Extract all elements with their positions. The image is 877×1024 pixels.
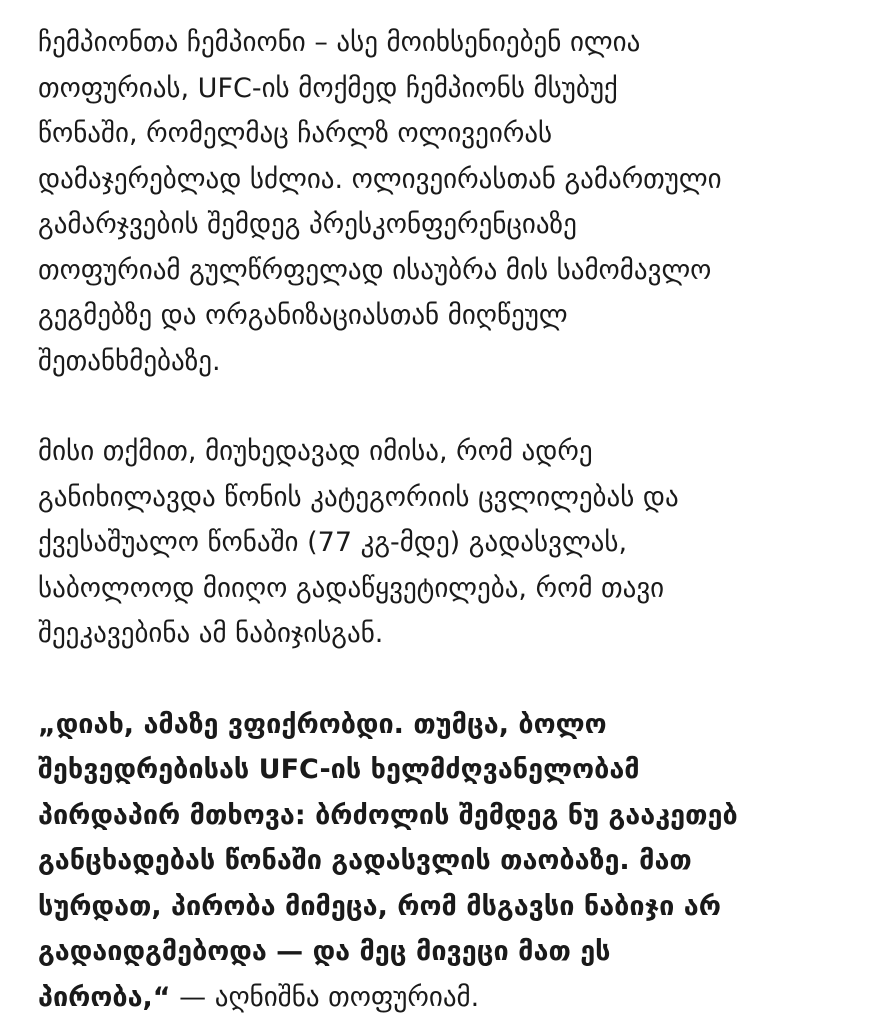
quote-line: განცხადებას წონაში გადასვლის თაობაზე. მათ [38, 845, 692, 876]
quote-line: სურდათ, პირობა მიმეცა, რომ მსგავსი ნაბიჯი არ [38, 890, 721, 922]
text-line: ქვესაშუალო წონაში (77 კგ-მდე) გადასვლას, [38, 527, 628, 558]
text-line: შეეკავებინა ამ ნაბიჯისგან. [38, 618, 384, 649]
quote-last-line [38, 975, 843, 1021]
text-line: შეთანხმებაზე. [38, 345, 221, 377]
text-line: მისი თქმით, მიუხედავად იმისა, რომ ადრე [38, 436, 593, 467]
quote-line: „დიახ, ამაზე ვფიქრობდი. თუმცა, ბოლო [38, 708, 607, 740]
text-line: ჩემპიონთა ჩემპიონი – ასე მოიხსენიებენ ილია [38, 27, 641, 58]
quote-attribution: — აღნიშნა თოფურიამ. [170, 981, 480, 1013]
text-line: გეგმებზე და ორგანიზაციასთან მიღწეულ [38, 300, 568, 331]
quote-line: გადაიდგმებოდა — და მეც მივეცი მათ ეს [38, 936, 611, 967]
text-line: წონაში, რომელმაც ჩარლზ ოლივეირას [38, 118, 553, 149]
text-line: დამაჯერებლად სძლია. ოლივეირასთან გამართული [38, 163, 722, 195]
quote-line: შეხვედრებისას UFC-ის ხელმძღვანელობამ [38, 754, 640, 785]
quote-line-end: პირობა,“ [38, 981, 171, 1013]
text-line: საბოლოოდ მიიღო გადაწყვეტილება, რომ თავი [38, 572, 665, 604]
text-line: გამარჯვების შემდეგ პრესკონფერენციაზე [38, 209, 577, 240]
text-line: თოფურიას, UFC-ის მოქმედ ჩემპიონს მსუბუქ [38, 72, 618, 104]
paragraph-intro [38, 20, 843, 384]
quote-line: პირდაპირ მთხოვა: ბრძოლის შემდეგ ნუ გააკეთებ [38, 799, 738, 831]
text-line: განიხილავდა წონის კატეგორიის ცვლილებას და [38, 481, 679, 513]
text-line: თოფურიამ გულწრფელად ისაუბრა მის სამომავლო [38, 254, 712, 286]
paragraph-weight-class [38, 429, 843, 657]
paragraph-quote [38, 702, 843, 1021]
